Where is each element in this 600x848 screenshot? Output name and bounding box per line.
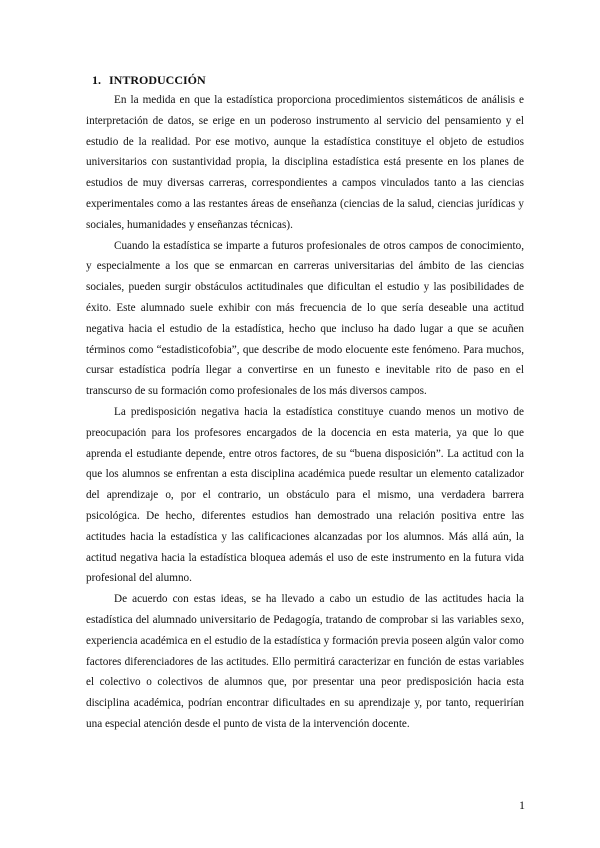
section-title: INTRODUCCIÓN bbox=[109, 73, 206, 87]
paragraph-3: La predisposición negativa hacia la estadística constituye cuando menos un motivo de preocupación para los profesores encargados de la docencia en esta materia, ya que lo que aprenda el estudiante depende, entre otros factores, de su “buena disposición”. La actitud con la que los alumnos se enfrentan a esta disciplina académica puede resultar un elemento catalizador del aprendizaje o, por el contrario, un obstáculo para el mismo, una verdadera barrera psicológica. De hecho, diferentes estudios han demostrado una relación positiva entre las actitudes hacia la estadística y las calificaciones alcanzadas por los alumnos. Más allá aún, la actitud negativa hacia la estadística bloquea además el uso de este instrumento en la futura vida profesional del alumno. bbox=[86, 405, 524, 585]
paragraph-2: Cuando la estadística se imparte a futuros profesionales de otros campos de conocimiento, y especialmente a los que se enmarcan en carreras universitarias del ámbito de las ciencias sociales, pueden surgir obstáculos actitudinales que dificultan el estudio y las posibilidades de éxito. Este alumnado suele exhibir con más frecuencia de lo que sería deseable una actitud negativa hacia el estudio de la estadística, hecho que incluso ha dado lugar a que se acuñen términos como “estadisticofobia”, que describe de modo elocuente este fenómeno. Para muchos, cursar estadística podría llegar a convertirse en un funesto e inevitable rito de paso en el transcurso de su formación como profesionales de los más diversos campos. bbox=[86, 239, 524, 398]
section-heading bbox=[86, 72, 524, 88]
page-number: 1 bbox=[519, 798, 525, 812]
paragraph-1: En la medida en que la estadística proporciona procedimientos sistemáticos de análisis e interpretación de datos, se erige en un poderoso instrumento al servicio del pensamiento y el estudio de la realidad. Por ese motivo, aunque la estadística constituye el objeto de estudios universitarios con sustantividad propia, la disciplina estadística está presente en los planes de estudios de muy diversas carreras, correspondientes a campos vinculados tanto a las ciencias experimentales como a las restantes áreas de enseñanza (ciencias de la salud, ciencias jurídicas y sociales, humanidades y enseñanzas técnicas). bbox=[86, 94, 524, 231]
document-page bbox=[86, 72, 524, 735]
paragraph-4: De acuerdo con estas ideas, se ha llevado a cabo un estudio de las actitudes hacia la estadística del alumnado universitario de Pedagogía, tratando de comprobar si las variables sexo, experiencia académica en el estudio de la estadística y formación previa poseen algún valor como factores diferenciadores de las actitudes. Ello permitirá caracterizar en función de estas variables el colectivo o colectivos de alumnos que, por presentar una peor predisposición hacia esta disciplina académica, podrían encontrar dificultades en su aprendizaje y, por tanto, requerirían una especial atención desde el punto de vista de la intervención docente. bbox=[86, 593, 524, 730]
section-number: 1. bbox=[92, 73, 101, 87]
